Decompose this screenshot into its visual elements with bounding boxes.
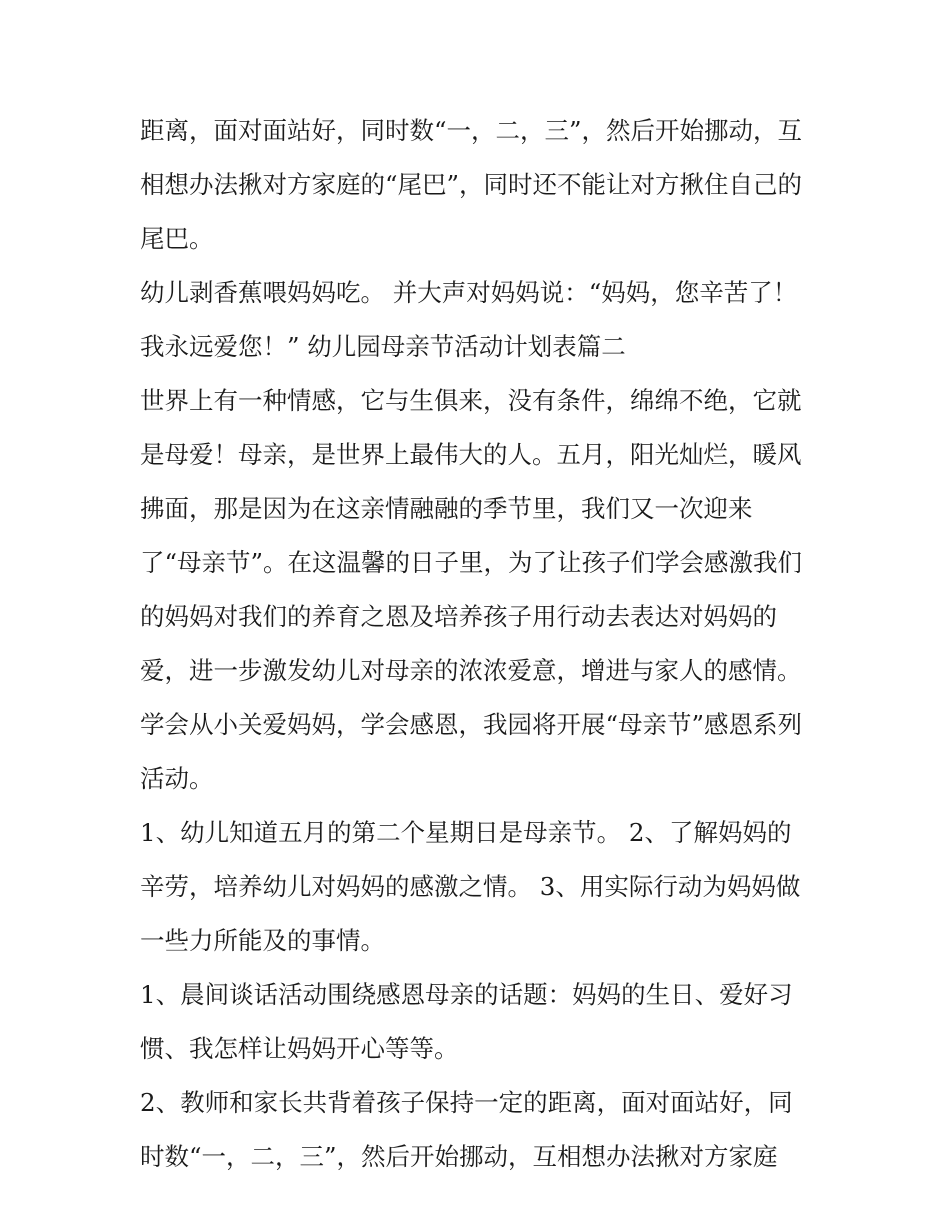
text-line: 爱，进一步激发幼儿对母亲的浓浓爱意，增进与家人的感情。 <box>140 656 802 685</box>
text-line: 1、幼儿知道五月的第二个星期日是母亲节。 2、了解妈妈的 <box>140 818 792 847</box>
text-line: 活动。 <box>140 764 214 793</box>
text-line: 辛劳，培养幼儿对妈妈的感激之情。 3、用实际行动为妈妈做 <box>140 872 801 901</box>
text-line: 是母爱！母亲，是世界上最伟大的人。五月，阳光灿烂，暖风 <box>140 440 802 469</box>
text-line: 一些力所能及的事情。 <box>140 926 385 955</box>
text-line: 拂面，那是因为在这亲情融融的季节里，我们又一次迎来 <box>140 494 753 523</box>
text-line: 时数“一，二，三”，然后开始挪动，互相想办法揪对方家庭 <box>140 1142 778 1171</box>
text-line: 学会从小关爱妈妈，学会感恩，我园将开展“母亲节”感恩系列 <box>140 710 803 739</box>
text-line: 1、晨间谈话活动围绕感恩母亲的话题：妈妈的生日、爱好习 <box>140 980 793 1009</box>
text-line: 尾巴。 <box>140 224 214 253</box>
text-line: 2、教师和家长共背着孩子保持一定的距离，面对面站好，同 <box>140 1088 793 1117</box>
text-line: 惯、我怎样让妈妈开心等等。 <box>140 1034 459 1063</box>
document-body <box>140 104 820 1184</box>
text-line: 的妈妈对我们的养育之恩及培养孩子用行动去表达对妈妈的 <box>140 602 777 631</box>
text-line: 我永远爱您！” 幼儿园母亲节活动计划表篇二 <box>140 332 626 361</box>
text-line: 幼儿剥香蕉喂妈妈吃。 并大声对妈妈说：“妈妈，您辛苦了！ <box>140 278 798 307</box>
text-line: 相想办法揪对方家庭的“尾巴”，同时还不能让对方揪住自己的 <box>140 170 803 199</box>
text-line: 了“母亲节”。在这温馨的日子里，为了让孩子们学会感激我们 <box>140 548 803 577</box>
text-line: 世界上有一种情感，它与生俱来，没有条件，绵绵不绝，它就 <box>140 386 802 415</box>
text-line: 距离，面对面站好，同时数“一，二，三”，然后开始挪动，互 <box>140 116 803 145</box>
